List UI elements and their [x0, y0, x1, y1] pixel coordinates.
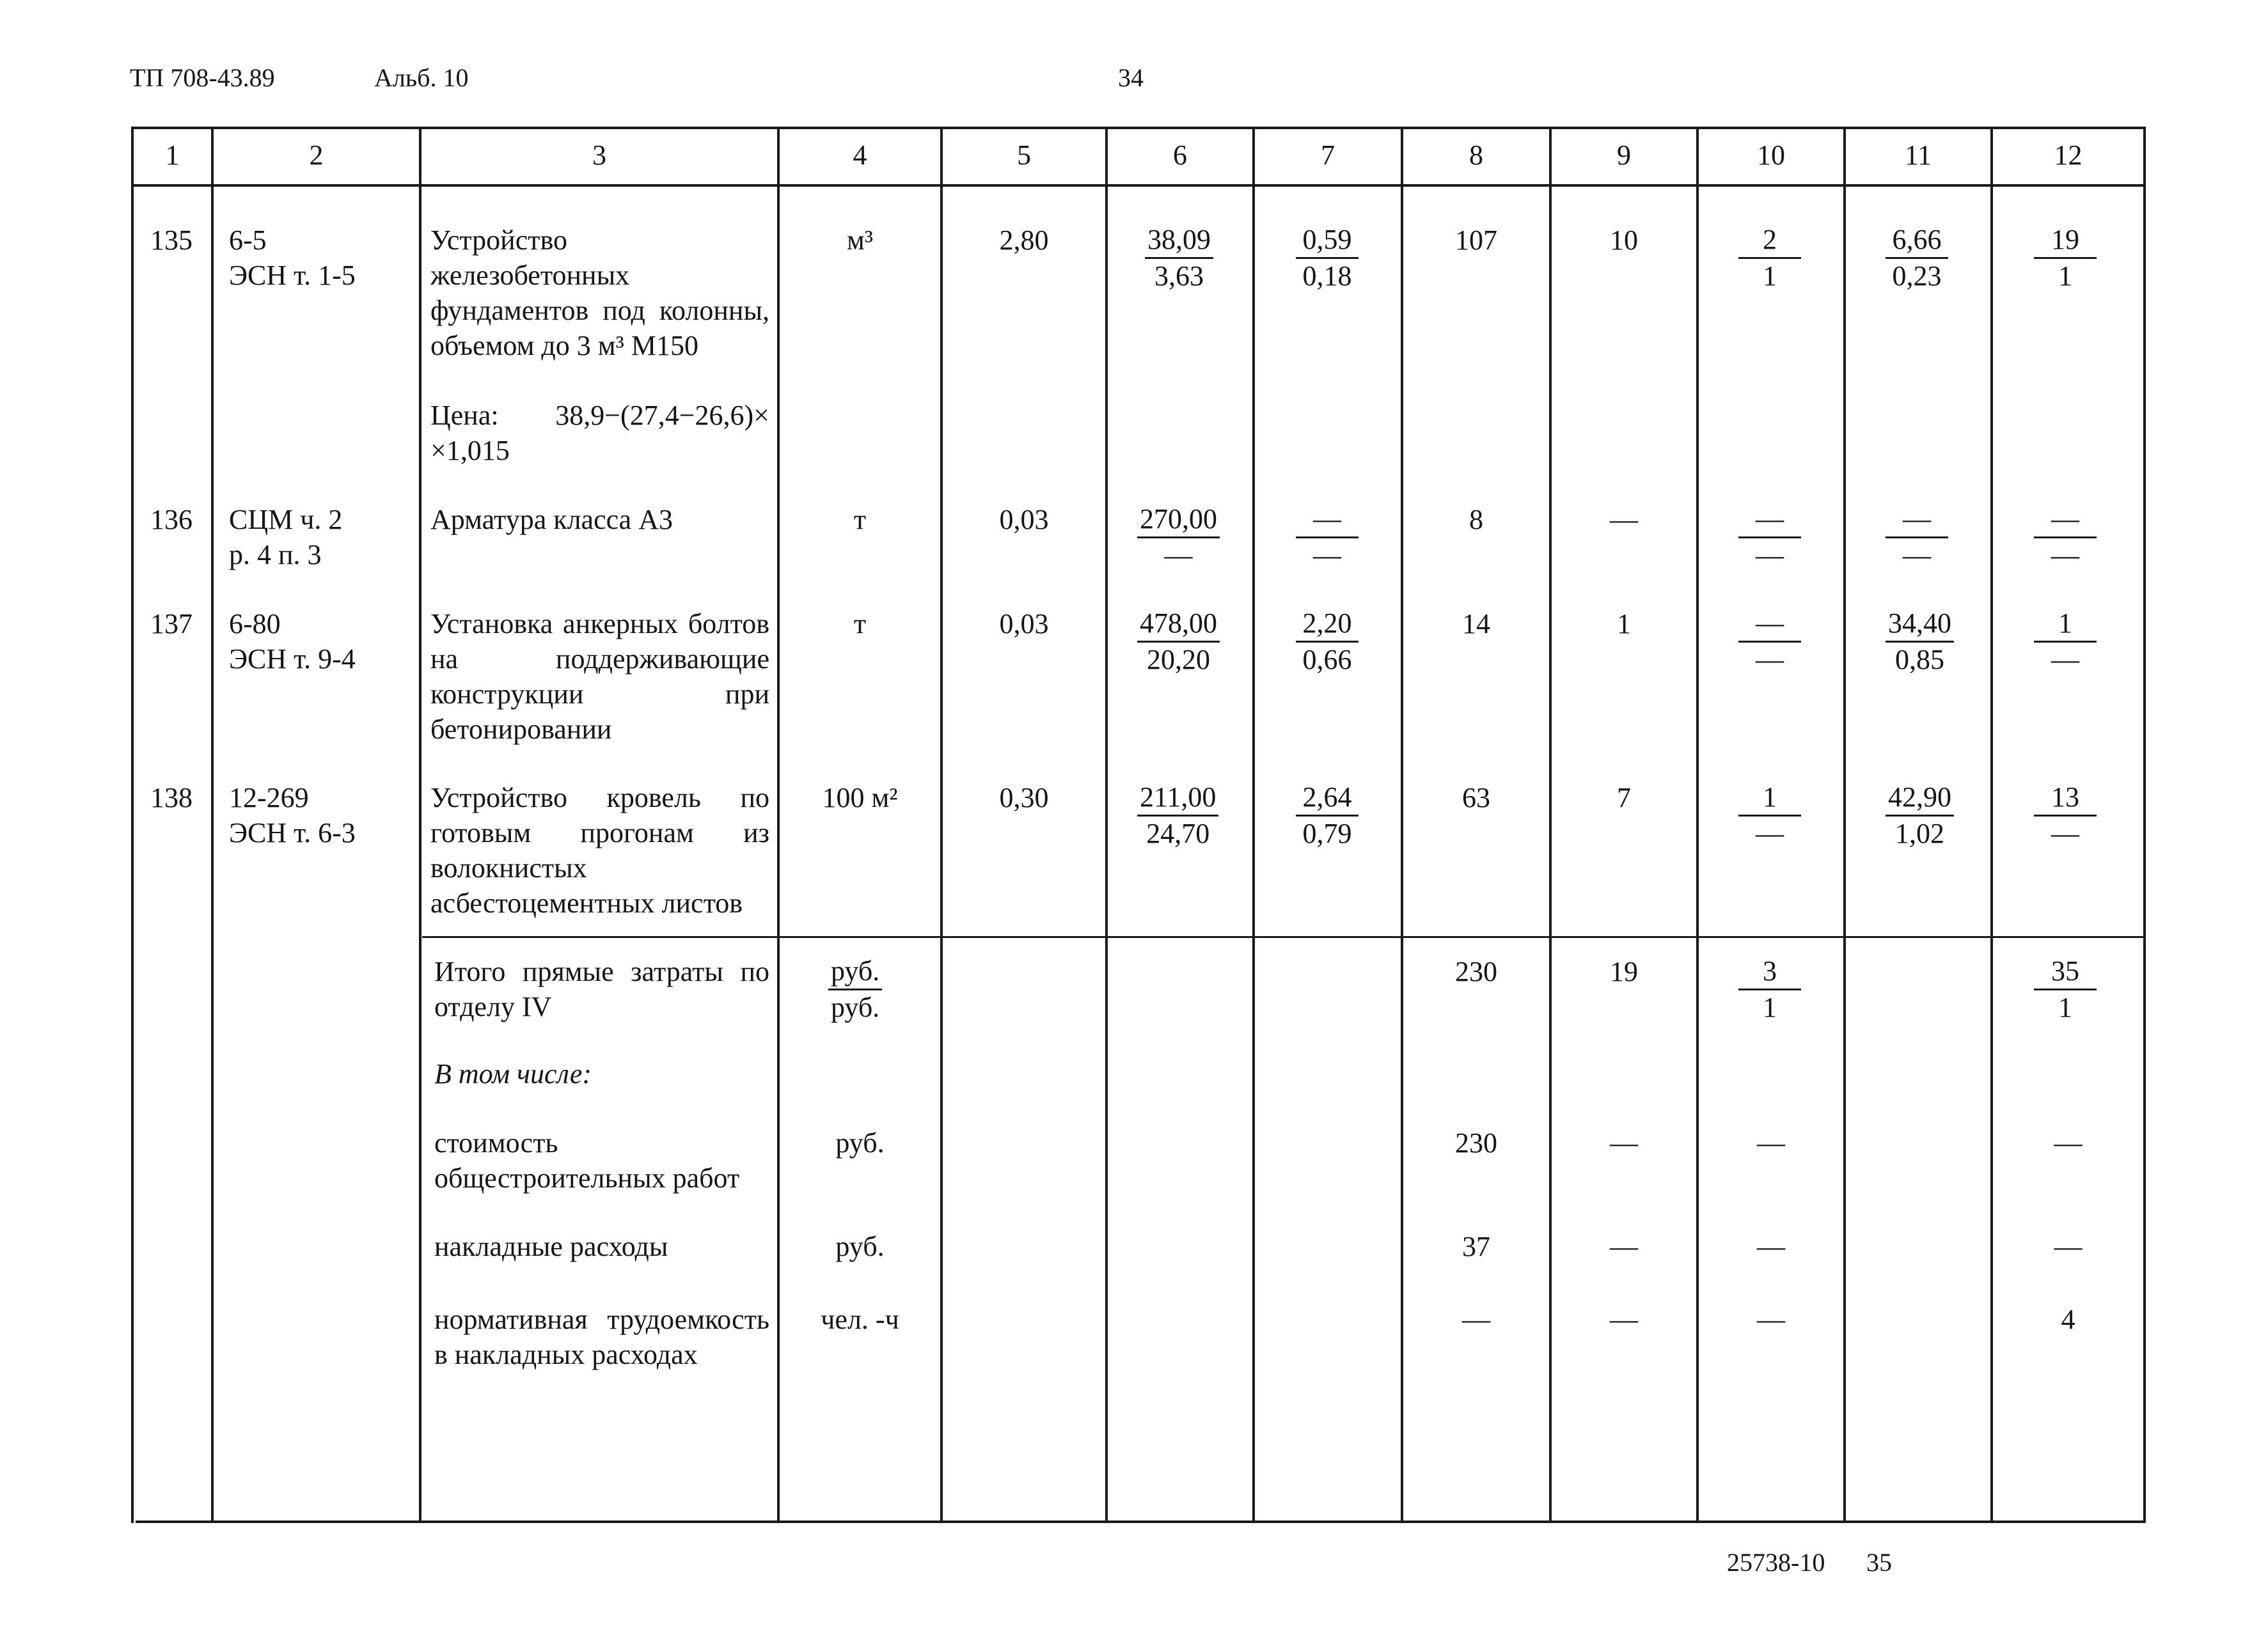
col-header: 3 [592, 139, 606, 171]
cell-col7: 2,20 0,66 [1296, 606, 1358, 677]
row-description: Устройство железобетонных фундаментов под колонны, объемом до 3 м³ М150 [430, 224, 769, 361]
col-header: 12 [2054, 139, 2083, 171]
totals-item-col9: — [1610, 1304, 1638, 1335]
totals-including-label: В том числе: [434, 1058, 592, 1090]
totals-separator [422, 936, 2146, 938]
cell-col9: 10 [1610, 224, 1638, 256]
col-line-6 [1252, 127, 1255, 1523]
col-header: 8 [1469, 139, 1483, 171]
totals-item-col10: — [1757, 1231, 1785, 1262]
col-header: 1 [165, 139, 180, 171]
col-line-0 [131, 127, 134, 1523]
totals-item-col8: 37 [1462, 1231, 1490, 1262]
cell-col9: 1 [1617, 608, 1631, 639]
totals-item-label: накладные расходы [434, 1231, 668, 1262]
cell-col11: 6,66 0,23 [1886, 223, 1948, 293]
totals-item-unit: чел. -ч [821, 1304, 899, 1335]
row-number: 135 [150, 224, 193, 256]
totals-col8: 230 [1455, 956, 1497, 987]
document-code: ТП 708-43.89 [130, 63, 275, 92]
row-quantity: 2,80 [999, 224, 1049, 256]
cell-col6: 478,00 20,20 [1137, 606, 1220, 677]
cell-col9: — [1610, 504, 1638, 535]
row-code: ЭСН т. 6-3 [229, 817, 356, 848]
col-line-2 [419, 127, 421, 1523]
cell-col7: — — [1296, 502, 1358, 573]
totals-item-col12: 4 [2061, 1304, 2075, 1335]
row-description: Устройство кровель по готовым прогонам из волокнистых асбестоцементных листов [430, 782, 769, 919]
col-header: 6 [1173, 139, 1187, 171]
col-line-5 [1105, 127, 1108, 1523]
cell-col9: 7 [1617, 782, 1631, 813]
footer-page: 35 [1866, 1548, 1892, 1577]
totals-item-unit: руб. [835, 1231, 885, 1262]
row-unit: т [853, 608, 867, 639]
row-unit: т [853, 504, 867, 535]
cell-col10: 2 1 [1738, 223, 1801, 293]
row-number: 137 [150, 608, 193, 639]
totals-item-col9: — [1610, 1231, 1638, 1262]
row-code: 6-5 [229, 224, 267, 256]
col-line-10 [1843, 127, 1846, 1523]
cell-col11: 34,40 0,85 [1886, 606, 1954, 677]
row-code: р. 4 п. 3 [229, 539, 322, 570]
totals-item-col8: — [1462, 1304, 1490, 1335]
row-code: ЭСН т. 1-5 [229, 260, 356, 291]
row-description: Установка анкерных болтов на поддерживающие конструкции при бетонировании [430, 608, 769, 745]
row-number: 136 [150, 504, 193, 535]
col-header: 5 [1017, 139, 1031, 171]
cell-col8: 8 [1469, 504, 1483, 535]
cell-col6: 211,00 24,70 [1137, 780, 1218, 851]
totals-unit: руб. руб. [828, 954, 882, 1025]
row-code: СЦМ ч. 2 [229, 504, 343, 535]
cell-col10: — — [1738, 606, 1801, 677]
totals-item-col12: — [2054, 1127, 2083, 1159]
totals-item-col12: — [2054, 1231, 2083, 1262]
row-quantity: 0,03 [999, 504, 1049, 535]
row-quantity: 0,03 [999, 608, 1049, 639]
totals-col10: 3 1 [1738, 954, 1801, 1025]
row-number: 138 [150, 782, 193, 813]
row-code: 6-80 [229, 608, 281, 639]
totals-item-col9: — [1610, 1127, 1638, 1159]
col-header: 4 [853, 139, 867, 171]
cell-col10: 1 — [1738, 780, 1801, 851]
row-price-note: Цена: 38,9−(27,4−26,6)× ×1,015 [430, 400, 769, 466]
cell-col11: — — [1886, 502, 1948, 573]
col-header: 9 [1617, 139, 1631, 171]
totals-item-col10: — [1757, 1304, 1785, 1335]
col-line-4 [940, 127, 943, 1523]
cell-col8: 63 [1462, 782, 1490, 813]
col-header: 10 [1757, 139, 1785, 171]
totals-item-label: стоимость общестроительных работ [434, 1127, 740, 1194]
cell-col11: 42,90 1,02 [1886, 780, 1954, 851]
totals-item-label: нормативная трудоемкость в накладных расходах [434, 1304, 769, 1370]
cell-col6: 270,00 — [1137, 502, 1220, 573]
col-header: 11 [1904, 139, 1932, 171]
totals-col12: 35 1 [2034, 954, 2097, 1025]
row-code: 12-269 [229, 782, 309, 813]
album-number: Альб. 10 [374, 63, 469, 92]
row-unit: м³ [846, 224, 874, 256]
col-line-1 [211, 127, 214, 1523]
row-quantity: 0,30 [999, 782, 1049, 813]
totals-item-col10: — [1757, 1127, 1785, 1159]
cell-col8: 14 [1462, 608, 1490, 639]
cell-col12: 19 1 [2034, 223, 2097, 293]
cell-col7: 0,59 0,18 [1296, 223, 1358, 293]
row-unit: 100 м² [822, 782, 898, 813]
cell-col10: — — [1738, 502, 1801, 573]
col-header: 7 [1321, 139, 1335, 171]
totals-label: Итого прямые затраты по отделу IV [434, 956, 769, 1022]
cell-col12: 1 — [2034, 606, 2097, 677]
row-code: ЭСН т. 9-4 [229, 643, 356, 675]
footer-code: 25738-10 [1727, 1548, 1825, 1577]
cell-col12: 13 — [2034, 780, 2097, 851]
page-number: 34 [1118, 63, 1144, 92]
cell-col6: 38,09 3,63 [1145, 223, 1213, 293]
col-line-12 [2143, 127, 2146, 1523]
col-header: 2 [309, 139, 324, 171]
cell-col7: 2,64 0,79 [1296, 780, 1358, 851]
totals-item-col8: 230 [1455, 1127, 1497, 1159]
cell-col8: 107 [1455, 224, 1497, 256]
totals-item-unit: руб. [835, 1127, 885, 1159]
row-description: Арматура класса А3 [430, 504, 673, 535]
cell-col12: — — [2034, 502, 2097, 573]
totals-col9: 19 [1610, 956, 1638, 987]
